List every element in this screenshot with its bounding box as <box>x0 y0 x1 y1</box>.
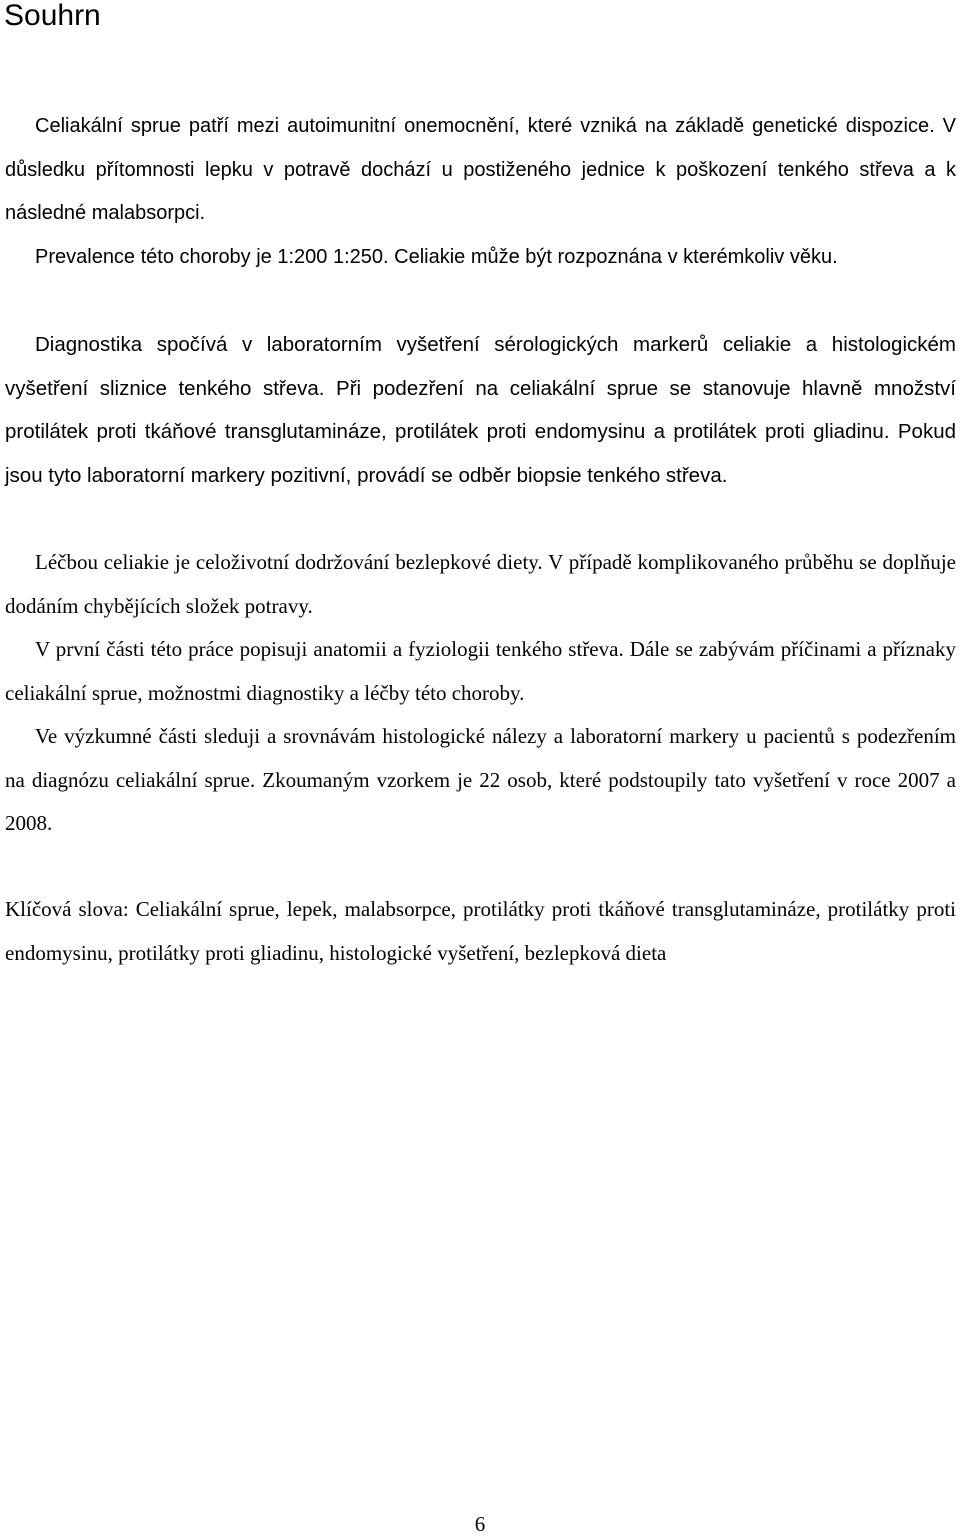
paragraph-intro: Celiakální sprue patří mezi autoimunitní onemocnění, které vzniká na základě genetické dispozice. V důsledku přítomnosti lepku v potravě dochází u postiženého jednice k poškození tenkého střeva a k následné malabsorpci. <box>5 115 956 224</box>
summary-diagnostics-block <box>5 323 956 497</box>
paragraph-research: Ve výzkumné části sleduji a srovnávám histologické nálezy a laboratorní markery u pacientů s podezřením na diagnózu celiakální sprue. Zkoumaným vzorkem je 22 osob, které podstoupily tato vyšetření v roce 2007 a 2008. <box>5 724 956 835</box>
paragraph-thesis-structure: V první části této práce popisuji anatomii a fyziologii tenkého střeva. Dále se zabývám příčinami a příznaky celiakální sprue, možnostmi diagnostiky a léčby této choroby. <box>5 637 956 705</box>
page-number: 6 <box>474 1512 486 1536</box>
paragraph-prevalence: Prevalence této choroby je 1:200 1:250. Celiakie může být rozpoznána v kterémkoliv věku. <box>35 245 838 268</box>
summary-sans-block <box>5 105 956 279</box>
paragraph-diagnostics: Diagnostika spočívá v laboratorním vyšetření sérologických markerů celiakie a histologickém vyšetření sliznice tenkého střeva. Při podezření na celiakální sprue se stanovuje hlavně množství protilátek proti tkáňové transglutamináze, protilátek proti endomysinu a protilátek proti gliadinu. Pokud jsou tyto laboratorní markery pozitivní, provádí se odběr biopsie tenkého střeva. <box>5 333 956 487</box>
paragraph-treatment: Léčbou celiakie je celoživotní dodržování bezlepkové diety. V případě komplikovaného průběhu se doplňuje dodáním chybějících složek potravy. <box>5 550 956 618</box>
keywords: Klíčová slova: Celiakální sprue, lepek, malabsorpce, protilátky proti tkáňové transglutamináze, protilátky proti endomysinu, protilátky proti gliadinu, histologické vyšetření, bezlepková dieta <box>5 897 956 965</box>
summary-serif-block <box>5 541 956 846</box>
page-heading: Souhrn <box>4 0 101 32</box>
